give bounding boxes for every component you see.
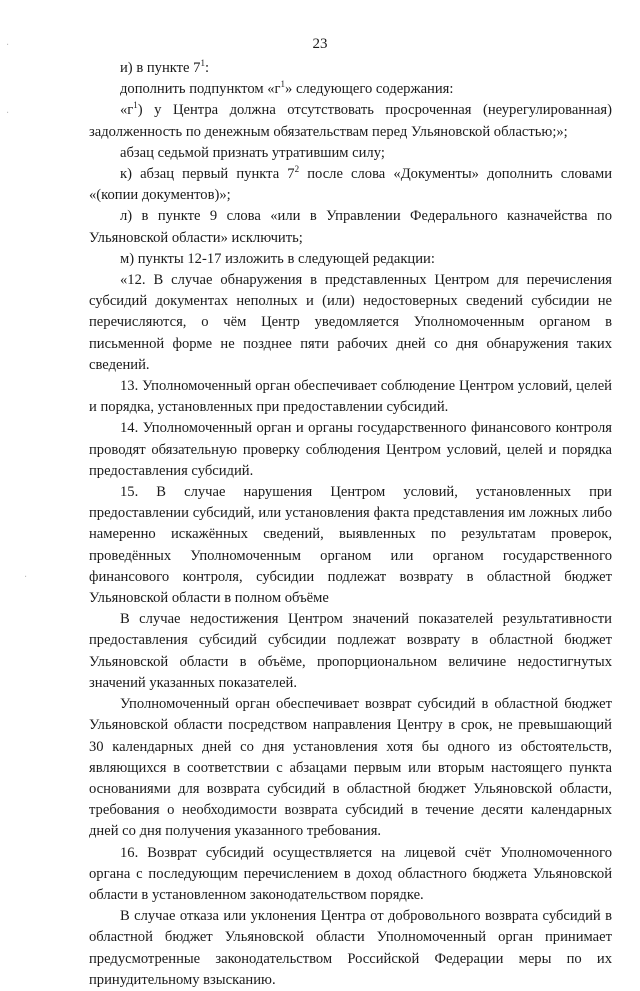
paragraph-item-l: л) в пункте 9 слова «или в Управлении Федерального казначейства по Ульяновской области» исключить;: [89, 208, 612, 246]
paragraph-clause-16: 16. Возврат субсидий осуществляется на лицевой счёт Уполномоченного органа с последующим перечислением в доход областного бюджета Ульяновской области в установленном законодательством порядке.: [89, 844, 612, 903]
paragraph-clause-15-part-3: Уполномоченный орган обеспечивает возврат субсидий в областной бюджет Ульяновской области посредством направления Центру в срок, не превышающий 30 календарных дней со дня установления хотя бы одного из обстоятельств, являющихся в соответствии с абзацами первым или вторым настоящего пункта основаниями для возврата субсидий в областной бюджет Ульяновской области, требования о необходимости возврата субсидий в течение десяти календарных дней со дня получения указанного требования.: [89, 696, 612, 840]
page-number: 23: [312, 36, 328, 52]
scan-mark: ·: [24, 572, 28, 583]
paragraph-item-k: к) абзац первый пункта $7^2$ после слова «Документы» дополнить словами «(копии документов)»;: [89, 164, 613, 204]
paragraph-item-i: и) в пункте $7^1$:: [120, 58, 210, 76]
paragraph-clause-13: 13. Уполномоченный орган обеспечивает соблюдение Центром условий, целей и порядка, установленных при предоставлении субсидий.: [89, 378, 612, 416]
scan-mark: ·: [6, 40, 10, 51]
paragraph-clause-14: 14. Уполномоченный орган и органы государственного финансового контроля проводят обязательную проверку соблюдения Центром условий, целей и порядка предоставления субсидий.: [89, 420, 612, 479]
paragraph-add-subitem: дополнить подпунктом «$г^1$» следующего содержания:: [120, 79, 454, 98]
paragraph-clause-15: 15. В случае нарушения Центром условий, установленных при предоставлении субсидий, или установления факта представления им ложных либо намеренно искажённых сведений, выявленных по результатам проверок, проведённых Уполномоченным органом или органом государственного финансового контроля, субсидии подлежат возврату в областной бюджет Ульяновской области в полном объёме: [89, 484, 612, 607]
document-body: [89, 58, 612, 991]
paragraph-clause-16-part-2: В случае отказа или уклонения Центра от добровольного возврата субсидий в областной бюджет Ульяновской области Уполномоченный орган принимает предусмотренные законодательством Российской Федерации меры по их принудительному взысканию.: [89, 908, 612, 988]
paragraph-clause-15-part-2: В случае недостижения Центром значений показателей результативности предоставления субсидий субсидии подлежат возврату в областной бюджет Ульяновской области в объёме, пропорциональном величине недостигнутых значений указанных показателей.: [89, 611, 612, 691]
paragraph-seventh-abzac: абзац седьмой признать утратившим силу;: [120, 144, 385, 161]
scan-mark: ·: [6, 108, 10, 119]
paragraph-clause-12: «12. В случае обнаружения в представленных Центром для перечисления субсидий документах неполных и (или) недостоверных сведений субсидии не перечисляются, о чём Центр уведомляется Уполномоченным органом в письменной форме не позднее пяти рабочих дней со дня обнаружения таких сведений.: [89, 272, 612, 373]
paragraph-subitem-g1: «$г^1$) у Центра должна отсутствовать просроченная (неурегулированная) задолженность по денежным обязательствам перед Ульяновской областью;»;: [89, 100, 612, 140]
paragraph-item-m: м) пункты 12-17 изложить в следующей редакции:: [120, 250, 435, 267]
